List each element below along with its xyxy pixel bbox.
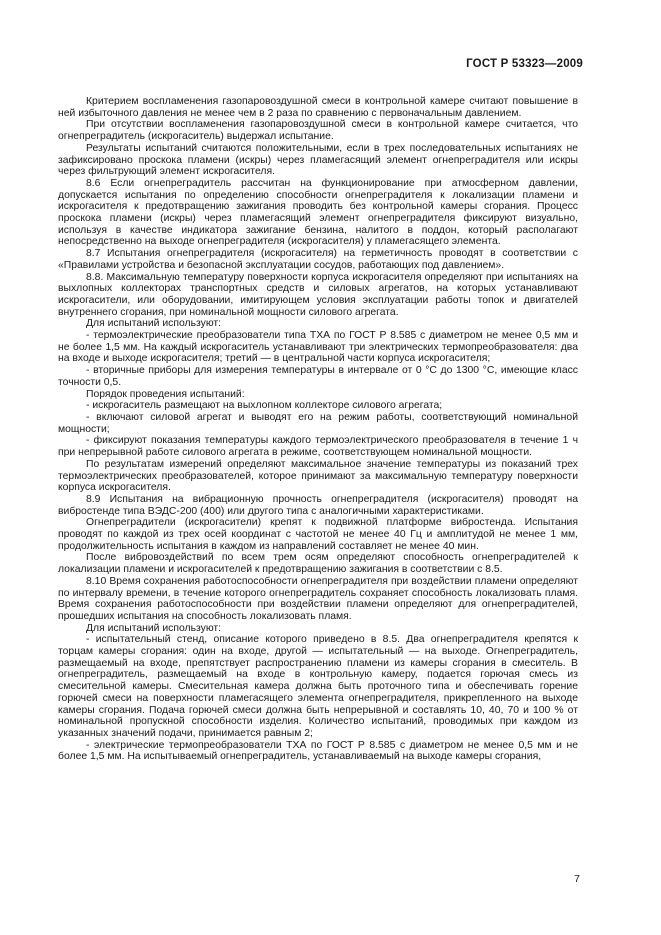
paragraph: Для испытаний используют: bbox=[86, 318, 222, 330]
paragraph: 8.8. Максимальную температуру поверхности корпуса искрогасителя определяют при испытаниях на выхлопных коллекторах транспортных средств и силовых агрегатов, на которых устанавливают искрогасители, или оборудовании, имитирующем условия эксплуатации работы топок и двигателей внутреннего сгорания, при номинальной мощности силового агрегата. bbox=[58, 271, 578, 318]
paragraph: При отсутствии воспламенения газопаровоздушной смеси в контрольной камере считается, что огнепреградитель (искрогаситель) выдержал испытание. bbox=[58, 119, 578, 143]
paragraph: - термоэлектрические преобразователи типа ТХА по ГОСТ Р 8.585 с диаметром не менее 0,5 мм и не более 1,5 мм. На каждый искрогаситель устанавливают три электрических термопреобразователя: два на входе и выходе искрогасителя; третий — в центральной части корпуса искрогасителя; bbox=[58, 330, 578, 365]
paragraph: - фиксируют показания температуры каждого термоэлектрического преобразователя в течение 1 ч при непрерывной работе силового агрегата в режиме, соответствующем номинальной мощности. bbox=[58, 435, 578, 459]
page-number: 7 bbox=[574, 873, 580, 885]
paragraph: - искрогаситель размещают на выхлопном коллекторе силового агрегата; bbox=[86, 400, 443, 412]
paragraph: - электрические термопреобразователи ТХА по ГОСТ Р 8.585 с диаметром не менее 0,5 мм и не более 1,5 мм. На испытываемый огнепреградитель, устанавливаемый на выходе камеры сгорания, bbox=[58, 739, 578, 763]
paragraph: - вторичные приборы для измерения температуры в интервале от 0 °С до 1300 °С, имеющие класс точности 0,5. bbox=[58, 365, 578, 388]
paragraph: 8.10 Время сохранения работоспособности огнепреградителя при воздействии пламени определяют по интервалу времени, в течение которого огнепреградитель сохраняет способность локализовать пламя. Время сохранения работоспособности при воздействии пламени определяют для огнепреградителей, прошедших испытания на способность локализовать пламя. bbox=[58, 575, 578, 622]
paragraph: - включают силовой агрегат и выводят его на режим работы, соответствующий номинальной мощности; bbox=[58, 411, 578, 435]
document-body bbox=[58, 96, 578, 763]
paragraph: Результаты испытаний считаются положительными, если в трех последовательных испытаниях не зафиксировано проскока пламени (искры) через пламегасящий элемент огнепреградителя или искры через фильтрующий элемент искрогасителя. bbox=[58, 142, 578, 178]
paragraph: После вибровоздействий по всем трем осям определяют способность огнепреградителей к локализации пламени и искрогасителей к предотвращению зажигания в соответствии с 8.5. bbox=[58, 552, 578, 576]
paragraph: Критерием воспламенения газопаровоздушной смеси в контрольной камере считают повышение в ней избыточного давления не менее чем в 2 раза по сравнению с первоначальным давлением. bbox=[58, 96, 578, 119]
paragraph: - испытательный стенд, описание которого приведено в 8.5. Два огнепреградителя крепятся к торцам камеры сгорания: один на входе, другой — испытательный — на выходе. Огнепреградитель, размещаемый на входе, препятствует распространению пламени из камеры сгорания в смеситель. В огнепреградитель, размещаемый на входе в контрольную камеру, подается горючая смесь из смесительной камеры. Смесительная камера должна быть проточного типа и обеспечивать горение горючей смеси на поверхности пламегасящего элемента огнепреградителя, прикрепленного на выходе камеры сгорания. Подача горючей смеси должна быть непрерывной и составлять 10, 40, 70 и 100 % от номинальной пропускной способности изделия. Количество испытаний, проводимых при каждом из указанных значений подачи, принимается равным 2; bbox=[58, 634, 578, 739]
paragraph: Для испытаний используют: bbox=[86, 622, 222, 634]
paragraph: 8.6 Если огнепреградитель рассчитан на функционирование при атмосферном давлении, допускается испытания по определению способности огнепреградителя к локализации пламени и искрогасителя к предотвращению зажигания проводить без контрольной камеры сгорания. Процесс проскока пламени (искры) через пламегасящий элемент огнепреградителя фиксируют визуально, используя в качестве индикатора зажигание бензина, налитого в поддон, который располагают непосредственно на выходе огнепреградителя (искрогасителя) у пламегасящего элемента. bbox=[58, 177, 578, 248]
paragraph: 8.7 Испытания огнепреградителя (искрогасителя) на герметичность проводят в соответствии с «Правилами устройства и безопасной эксплуатации сосудов, работающих под давлением». bbox=[58, 248, 578, 271]
paragraph: Огнепреградители (искрогасители) крепят к подвижной платформе вибростенда. Испытания проводят по каждой из трех осей координат с частотой не менее 40 Гц и амплитудой не менее 1 мм, продолжительность испытания в каждом из направлений составляет не менее 40 мин. bbox=[58, 517, 578, 552]
paragraph: 8.9 Испытания на вибрационную прочность огнепреградителя (искрогасителя) проводят на вибростенде типа ВЭДС-200 (400) или другого типа с аналогичными характеристиками. bbox=[58, 493, 578, 517]
paragraph: Порядок проведения испытаний: bbox=[86, 388, 245, 400]
paragraph: По результатам измерений определяют максимальное значение температуры из показаний трех термоэлектрических преобразователей, которое принимают за максимальную температуру поверхности корпуса искрогасителя. bbox=[58, 458, 578, 494]
page-header-standard: ГОСТ Р 53323—2009 bbox=[466, 58, 583, 70]
